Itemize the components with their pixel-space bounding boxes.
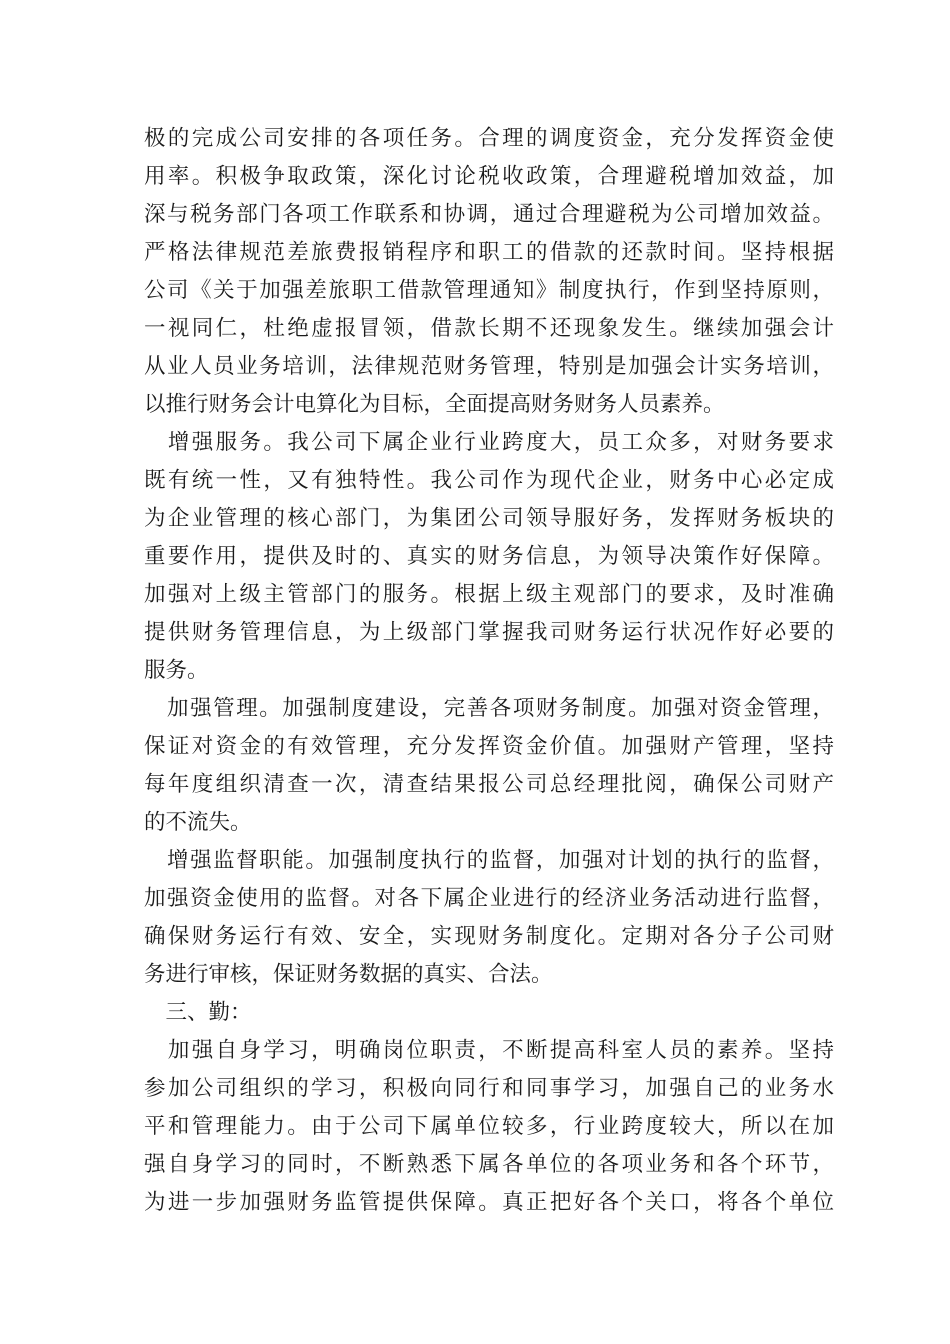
text-line: 从业人员业务培训，法律规范财务管理，特别是加强会计实务培训， — [144, 354, 834, 379]
text-line: 的不流失。 — [144, 810, 252, 835]
text-line: 服务。 — [144, 658, 209, 683]
text-line: 提供财务管理信息，为上级部门掌握我司财务运行状况作好必要的 — [144, 620, 834, 645]
section-heading-diligence — [144, 994, 834, 1032]
paragraph-self-study — [144, 1032, 834, 1222]
text-line: 平和管理能力。由于公司下属单位较多，行业跨度较大，所以在加 — [144, 1114, 834, 1139]
paragraph-budget-tax-management — [144, 120, 834, 424]
text-line: 保证对资金的有效管理，充分发挥资金价值。加强财产管理，坚持 — [144, 734, 834, 759]
text-line: 加强自身学习，明确岗位职责，不断提高科室人员的素养。坚持 — [144, 1038, 834, 1063]
text-line: 增强服务。我公司下属企业行业跨度大，员工众多，对财务要求 — [144, 430, 834, 455]
text-line: 加强资金使用的监督。对各下属企业进行的经济业务活动进行监督， — [144, 886, 834, 911]
text-line: 加强管理。加强制度建设，完善各项财务制度。加强对资金管理， — [144, 696, 834, 721]
text-line: 以推行财务会计电算化为目标，全面提高财务财务人员素养。 — [144, 392, 725, 417]
body-text — [144, 120, 834, 1222]
paragraph-strengthen-management — [144, 690, 834, 842]
text-line: 为企业管理的核心部门，为集团公司领导服好务，发挥财务板块的 — [144, 506, 834, 531]
text-line: 用率。积极争取政策，深化讨论税收政策，合理避税增加效益，加 — [144, 164, 834, 189]
text-line: 增强监督职能。加强制度执行的监督，加强对计划的执行的监督， — [144, 848, 834, 873]
text-line: 每年度组织清查一次，清查结果报公司总经理批阅，确保公司财产 — [144, 772, 834, 797]
text-line: 务进行审核，保证财务数据的真实、合法。 — [144, 962, 553, 987]
text-line: 极的完成公司安排的各项任务。合理的调度资金，充分发挥资金使 — [144, 126, 834, 151]
text-line: 既有统一性，又有独特性。我公司作为现代企业，财务中心必定成 — [144, 468, 834, 493]
text-line: 加强对上级主管部门的服务。根据上级主观部门的要求，及时准确 — [144, 582, 834, 607]
text-line: 深与税务部门各项工作联系和协调，通过合理避税为公司增加效益。 — [144, 202, 834, 227]
text-line: 为进一步加强财务监管提供保障。真正把好各个关口，将各个单位 — [144, 1190, 834, 1215]
text-line: 严格法律规范差旅费报销程序和职工的借款的还款时间。坚持根据 — [144, 240, 834, 265]
text-line: 参加公司组织的学习，积极向同行和同事学习，加强自己的业务水 — [144, 1076, 834, 1101]
text-line: 一视同仁，杜绝虚报冒领，借款长期不还现象发生。继续加强会计 — [144, 316, 834, 341]
section-heading: 三、勤： — [144, 1000, 252, 1025]
text-line: 公司《关于加强差旅职工借款管理通知》制度执行，作到坚持原则， — [144, 278, 834, 303]
paragraph-enhance-service — [144, 424, 834, 690]
text-line: 强自身学习的同时，不断熟悉下属各单位的各项业务和各个环节， — [144, 1152, 834, 1177]
text-line: 确保财务运行有效、安全，实现财务制度化。定期对各分子公司财 — [144, 924, 834, 949]
text-line: 重要作用，提供及时的、真实的财务信息，为领导决策作好保障。 — [144, 544, 834, 569]
paragraph-supervision — [144, 842, 834, 994]
